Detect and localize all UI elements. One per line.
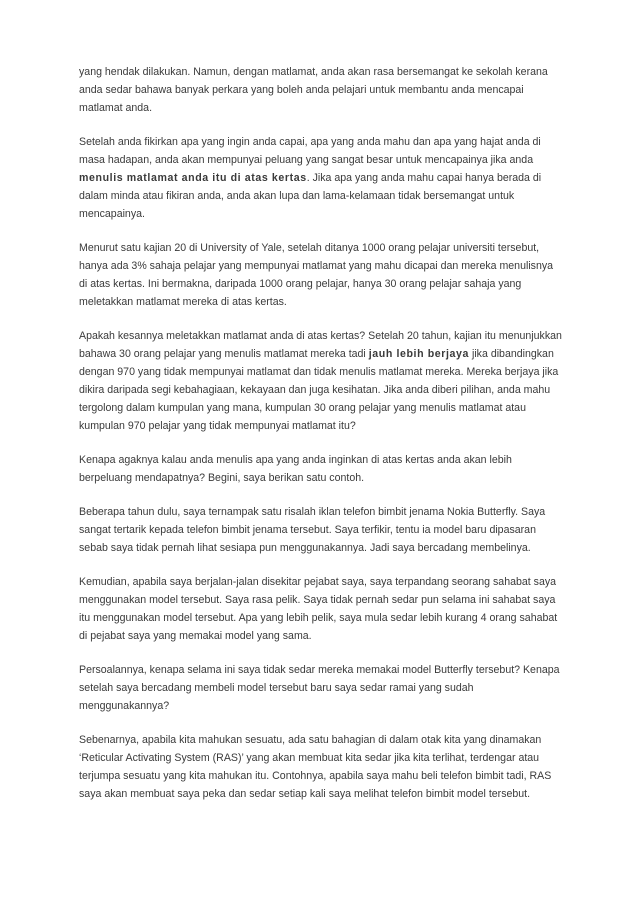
paragraph-1 [79,63,563,117]
paragraph-text: jika dibandingkan dengan 970 yang tidak mempunyai matlamat dan tidak menulis matlamat mereka. Mereka berjaya jika dikira daripada segi kebahagiaan, kekayaan dan juga kesihatan. Jika anda diberi pilihan, anda mahu tergolong dalam kumpulan yang mana, kumpulan 30 orang pelajar yang menulis matlamat atau kumpulan 970 pelajar yang tidak mempunyai matlamat itu? [79,348,559,432]
paragraph-text: . Jika apa yang anda mahu capai hanya berada di dalam minda atau fikiran anda, anda akan lupa dan lama-kelamaan tidak bersemangat untuk mencapainya. [79,172,542,220]
paragraph-text: Setelah anda fikirkan apa yang ingin anda capai, apa yang anda mahu dan apa yang hajat anda di masa hadapan, anda akan mempunyai peluang yang sangat besar untuk mencapainya jika anda [79,136,541,166]
paragraph-7 [79,573,563,645]
paragraph-text: Apakah kesannya meletakkan matlamat anda di atas kertas? Setelah 20 tahun, kajian itu menunjukkan bahawa 30 orang pelajar yang menulis matlamat mereka tadi [79,330,562,360]
paragraph-4 [79,327,563,435]
paragraph-5 [79,451,563,487]
paragraph-2 [79,133,563,223]
paragraph-text: yang hendak dilakukan. Namun, dengan matlamat, anda akan rasa bersemangat ke sekolah kerana anda sedar bahawa banyak perkara yang boleh anda pelajari untuk membantu anda mencapai matlamat anda. [79,66,548,114]
bold-phrase: menulis matlamat anda itu di atas kertas [79,172,307,184]
paragraph-9 [79,731,563,803]
paragraph-text: Sebenarnya, apabila kita mahukan sesuatu, ada satu bahagian di dalam otak kita yang dinamakan ‘Reticular Activating System (RAS)’ yang akan membuat kita sedar jika kita terlihat, terdengar atau terjumpa sesuatu yang kita mahukan itu. Contohnya, apabila saya mahu beli telefon bimbit tadi, RAS saya akan membuat saya peka dan sedar setiap kali saya melihat telefon bimbit model tersebut. [79,734,552,800]
bold-phrase: jauh lebih berjaya [368,348,470,360]
document-body [79,63,563,819]
paragraph-6 [79,503,563,557]
paragraph-8 [79,661,563,715]
paragraph-text: Beberapa tahun dulu, saya ternampak satu risalah iklan telefon bimbit jenama Nokia Butterfly. Saya sangat tertarik kepada telefon bimbit jenama tersebut. Saya terfikir, tentu ia model baru dipasaran sebab saya tidak pernah lihat sesiapa pun menggunakannya. Jadi saya bercadang membelinya. [79,506,546,554]
paragraph-text: Persoalannya, kenapa selama ini saya tidak sedar mereka memakai model Butterfly tersebut? Kenapa setelah saya bercadang membeli model tersebut baru saya sedar ramai yang sudah menggunakannya? [79,664,560,712]
paragraph-text: Kenapa agaknya kalau anda menulis apa yang anda inginkan di atas kertas anda akan lebih berpeluang mendapatnya? Begini, saya berikan satu contoh. [79,454,512,484]
paragraph-text: Kemudian, apabila saya berjalan-jalan disekitar pejabat saya, saya terpandang seorang sahabat saya menggunakan model tersebut. Saya rasa pelik. Saya tidak pernah sedar pun selama ini sahabat saya itu menggunakan model tersebut. Apa yang lebih pelik, saya mula sedar lebih kurang 4 orang sahabat di pejabat saya yang memakai model yang sama. [79,576,558,642]
paragraph-3 [79,239,563,311]
paragraph-text: Menurut satu kajian 20 di University of Yale, setelah ditanya 1000 orang pelajar universiti tersebut, hanya ada 3% sahaja pelajar yang mempunyai matlamat yang mahu dicapai dan mereka menulisnya di atas kertas. Ini bermakna, daripada 1000 orang pelajar, hanya 30 orang pelajar sahaja yang meletakkan matlamat mereka di atas kertas. [79,242,554,308]
